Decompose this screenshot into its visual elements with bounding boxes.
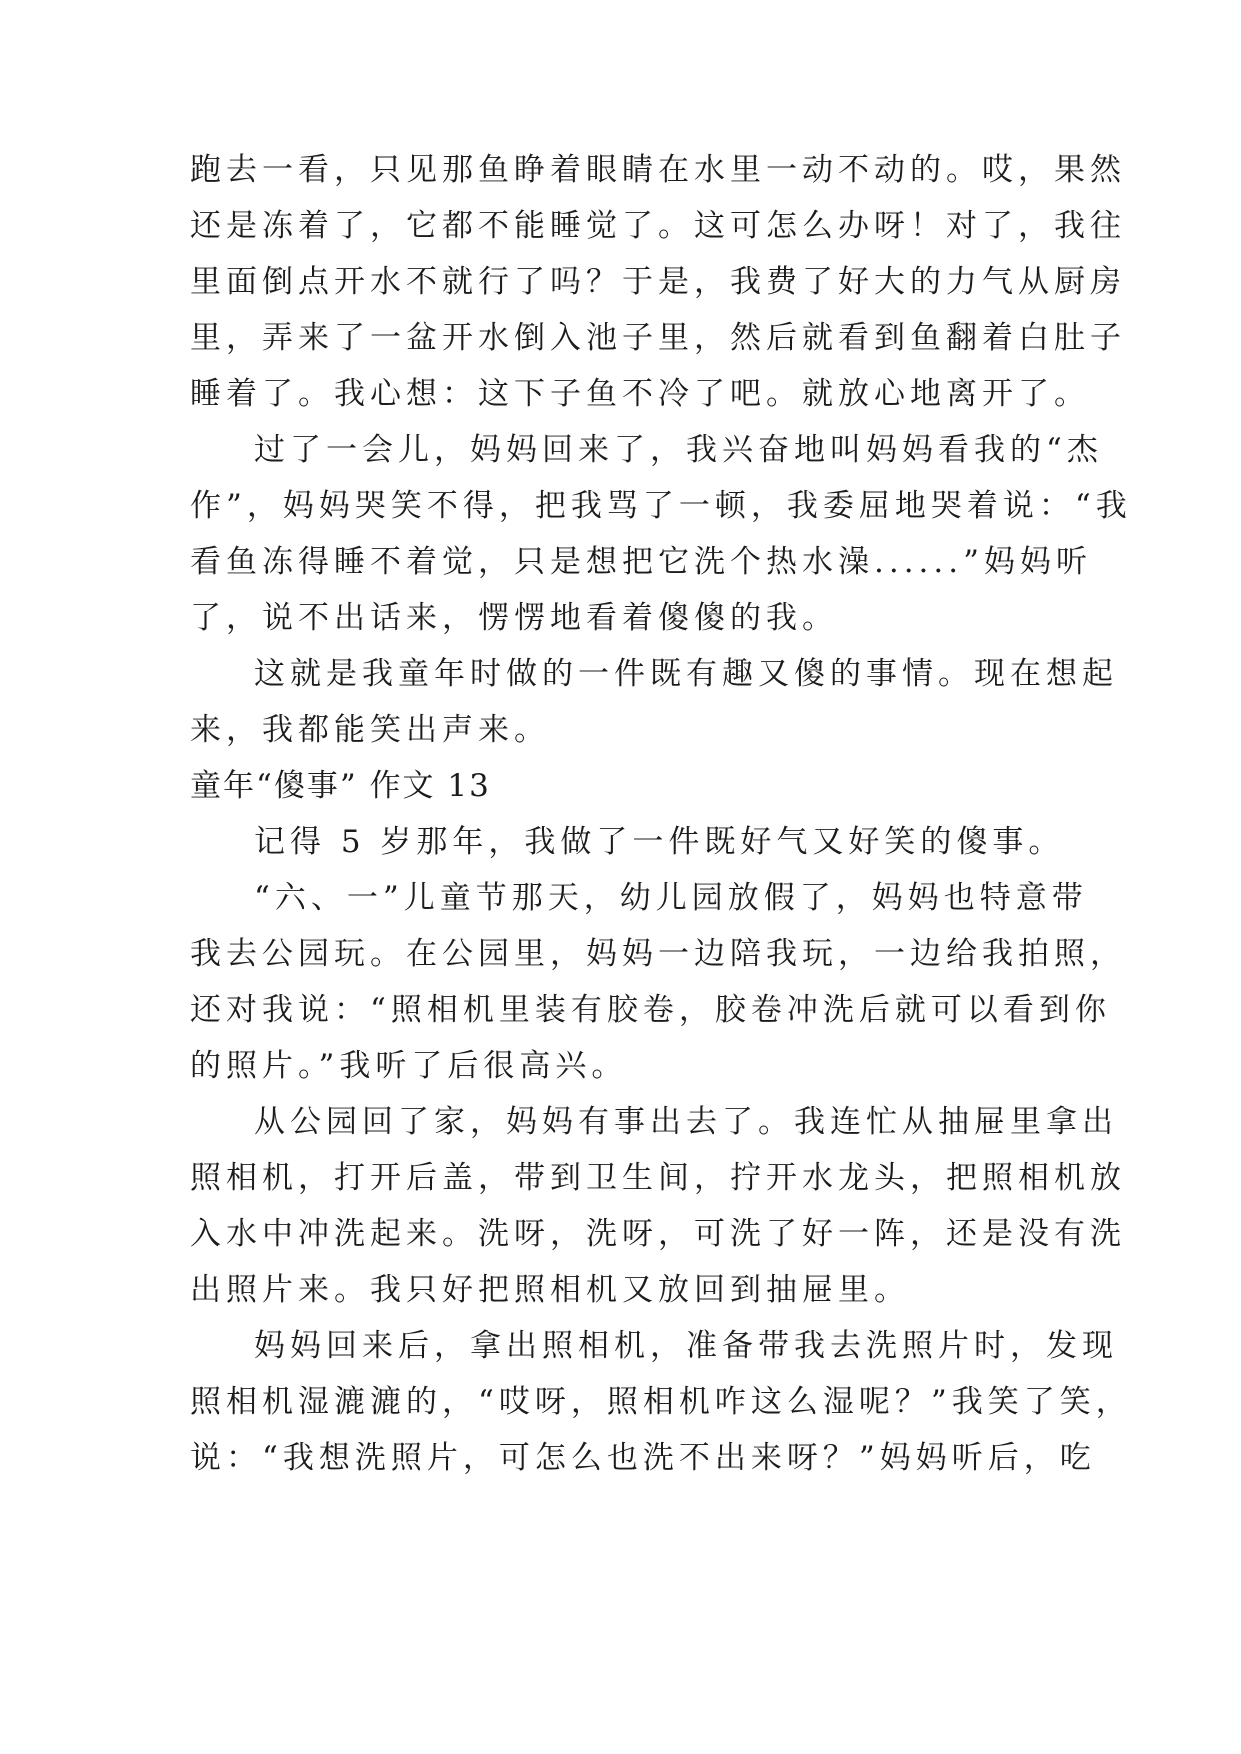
paragraph-start-line: 这就是我童年时做的一件既有趣又傻的事情。现在想起 (254, 656, 1118, 692)
text-line: 里面倒点开水不就行了吗？于是，我费了好大的力气从厨房 (190, 264, 1126, 300)
text-line: 跑去一看，只见那鱼睁着眼睛在水里一动不动的。哎，果然 (190, 152, 1126, 188)
text-line: 入水中冲洗起来。洗呀，洗呀，可洗了好一阵，还是没有洗 (190, 1216, 1126, 1252)
text-line: 照相机，打开后盖，带到卫生间，拧开水龙头，把照相机放 (190, 1160, 1126, 1196)
essay-heading: 童年“傻事” 作文 13 (190, 768, 491, 804)
text-line: 睡着了。我心想：这下子鱼不冷了吧。就放心地离开了。 (190, 376, 1090, 412)
text-line: 还对我说：“照相机里装有胶卷，胶卷冲洗后就可以看到你 (190, 992, 1111, 1028)
text-line: 说：“我想洗照片，可怎么也洗不出来呀？”妈妈听后，吃 (190, 1440, 1096, 1476)
text-line: 照相机湿漉漉的，“哎呀，照相机咋这么湿呢？”我笑了笑， (190, 1384, 1132, 1420)
paragraph-start-line: 妈妈回来后，拿出照相机，准备带我去洗照片时，发现 (254, 1328, 1118, 1364)
text-line: 里，弄来了一盆开水倒入池子里，然后就看到鱼翻着白肚子 (190, 320, 1126, 356)
paragraph-start-line: 从公园回了家，妈妈有事出去了。我连忙从抽屉里拿出 (254, 1104, 1118, 1140)
paragraph-start-line: 记得 5 岁那年，我做了一件既好气又好笑的傻事。 (254, 824, 1065, 860)
paragraph-start-line: 过了一会儿，妈妈回来了，我兴奋地叫妈妈看我的“杰 (254, 432, 1103, 468)
text-line: 还是冻着了，它都不能睡觉了。这可怎么办呀！对了，我往 (190, 208, 1126, 244)
text-line: 出照片来。我只好把照相机又放回到抽屉里。 (190, 1272, 910, 1308)
paragraph-start-line: “六、一”儿童节那天，幼儿园放假了，妈妈也特意带 (254, 880, 1088, 916)
text-line: 我去公园玩。在公园里，妈妈一边陪我玩，一边给我拍照， (190, 936, 1126, 972)
text-line: 了，说不出话来，愣愣地看着傻傻的我。 (190, 600, 838, 636)
text-line: 看鱼冻得睡不着觉，只是想把它洗个热水澡......”妈妈听 (190, 544, 1092, 580)
text-line: 作”，妈妈哭笑不得，把我骂了一顿，我委屈地哭着说：“我 (190, 488, 1132, 524)
text-line: 的照片。”我听了后很高兴。 (190, 1048, 628, 1084)
text-line: 来，我都能笑出声来。 (190, 712, 550, 748)
